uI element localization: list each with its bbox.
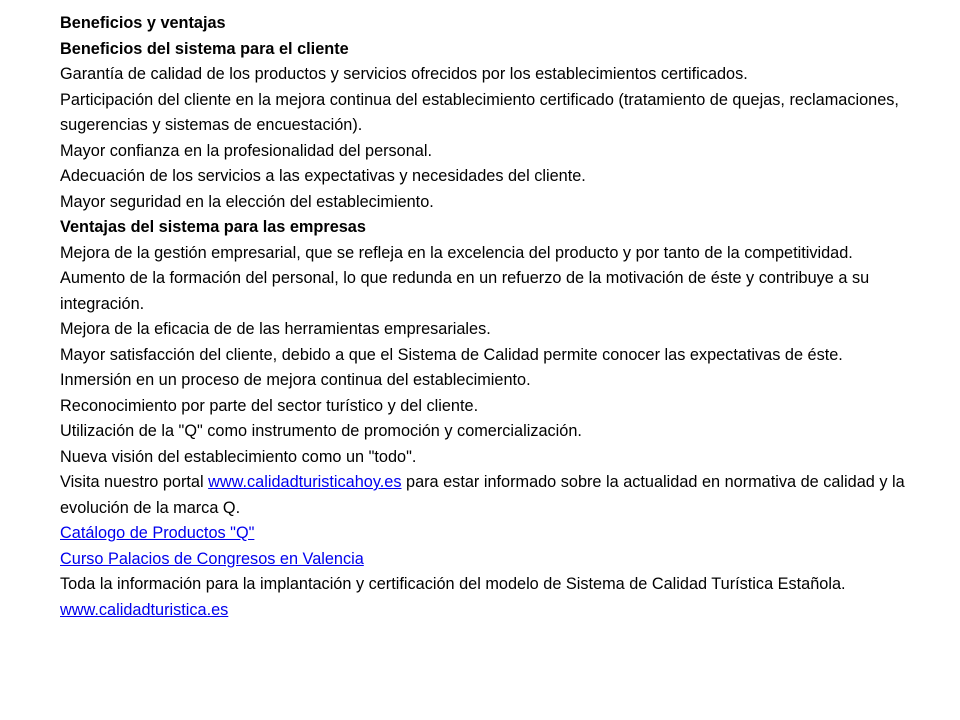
portal-paragraph [60,470,910,521]
client-benefits-heading: Beneficios del sistema para el cliente [60,39,349,58]
catalog-link[interactable]: Catálogo de Productos "Q" [60,524,255,542]
client-benefit-item: Participación del cliente en la mejora continua del establecimiento certificado (tratamiento de quejas, reclamaciones, sugerencias y sistemas de encuestación). [60,90,899,134]
client-benefit-item: Garantía de calidad de los productos y servicios ofrecidos por los establecimientos certificados. [60,65,748,83]
catalog-link-line [60,521,910,547]
company-advantage-item: Mejora de la eficacia de de las herramientas empresariales. [60,320,491,338]
company-advantage-item: Nueva visión del establecimiento como un "todo". [60,447,417,466]
portal-text-before: Visita nuestro portal [60,473,209,491]
company-advantage-item: Reconocimiento por parte del sector turístico y del cliente. [60,396,479,415]
course-link-line [60,547,910,573]
info-paragraph: Toda la información para la implantación y certificación del modelo de Sistema de Calidad Turística Estañola. [60,575,846,593]
client-benefit-item: Adecuación de los servicios a las expectativas y necesidades del cliente. [60,167,586,185]
course-link[interactable]: Curso Palacios de Congresos en Valencia [60,549,364,568]
document-body [60,11,910,623]
site-link[interactable]: www.calidadturistica.es [60,600,229,619]
company-advantage-item: Mejora de la gestión empresarial, que se refleja en la excelencia del producto y por tanto de la competitividad. [60,243,853,262]
site-link-line [60,598,910,624]
company-advantage-item: Mayor satisfacción del cliente, debido a que el Sistema de Calidad permite conocer las expectativas de éste. [60,345,843,364]
portal-link[interactable]: www.calidadturisticahoy.es [208,473,402,491]
company-advantages-heading: Ventajas del sistema para las empresas [60,218,366,236]
client-benefit-item: Mayor seguridad en la elección del establecimiento. [60,192,434,211]
main-heading: Beneficios y ventajas [60,14,226,32]
company-advantage-item: Aumento de la formación del personal, lo que redunda en un refuerzo de la motivación de éste y contribuye a su integración. [60,269,870,313]
company-advantage-item: Inmersión en un proceso de mejora continua del establecimiento. [60,371,531,389]
company-advantage-item: Utilización de la "Q" como instrumento de promoción y comercialización. [60,422,582,440]
client-benefit-item: Mayor confianza en la profesionalidad del personal. [60,141,432,160]
portal-text-after: para estar informado sobre la actualidad en normativa de calidad y la evolución de la marca Q. [60,473,905,517]
